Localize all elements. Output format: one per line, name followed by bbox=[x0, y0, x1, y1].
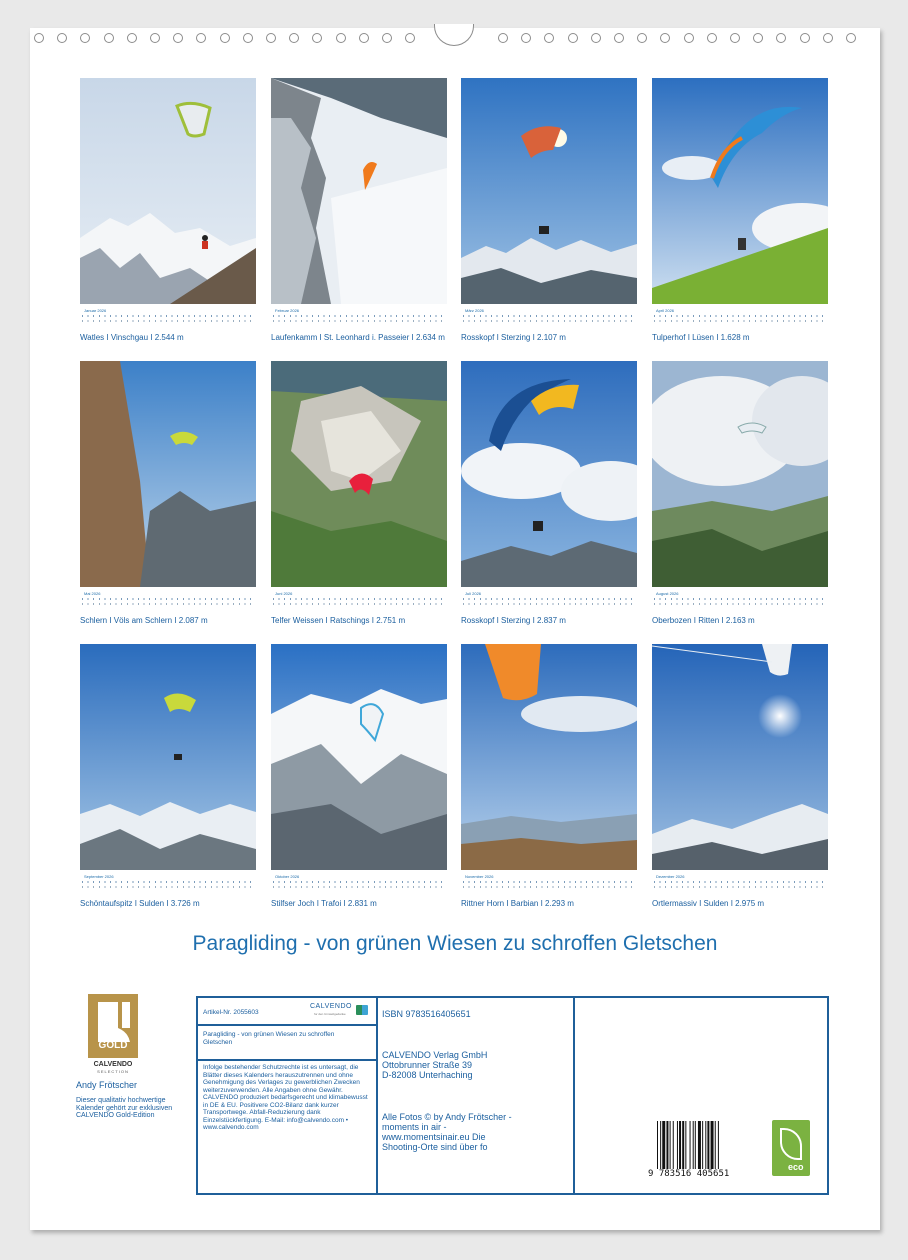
photo-cliff-face-paraglider bbox=[80, 361, 256, 587]
divider bbox=[198, 1024, 376, 1026]
month-name: Februar 2026 bbox=[275, 308, 300, 313]
spiral-binding bbox=[30, 28, 880, 48]
barcode-bar bbox=[715, 1121, 716, 1171]
month-photo bbox=[461, 644, 637, 870]
photo-orange-wing-closeup bbox=[461, 644, 637, 870]
binding-ring bbox=[568, 33, 578, 43]
binding-ring bbox=[80, 33, 90, 43]
month-photo bbox=[271, 644, 447, 870]
binding-ring bbox=[34, 33, 44, 43]
calvendo-mark-icon bbox=[356, 1005, 368, 1015]
photo-meadow-launch-paraglider bbox=[652, 78, 828, 304]
month-name: März 2026 bbox=[465, 308, 484, 313]
binding-ring bbox=[591, 33, 601, 43]
day-grid bbox=[652, 597, 828, 607]
binding-ring bbox=[660, 33, 670, 43]
binding-ring bbox=[684, 33, 694, 43]
binding-ring bbox=[614, 33, 624, 43]
month-name: September 2026 bbox=[84, 874, 114, 879]
photo-caption: Rosskopf I Sterzing I 2.837 m bbox=[461, 616, 566, 625]
article-number: Artikel-Nr. 2055603 bbox=[203, 1009, 259, 1016]
barcode-bar bbox=[693, 1121, 694, 1171]
binding-ring bbox=[846, 33, 856, 43]
month-photo bbox=[271, 361, 447, 587]
month-photo bbox=[652, 644, 828, 870]
barcode-bar bbox=[677, 1121, 678, 1171]
binding-ring bbox=[753, 33, 763, 43]
photo-sunstar-glacier bbox=[652, 644, 828, 870]
day-grid bbox=[80, 597, 256, 607]
publisher-name: CALVENDO Verlag GmbH bbox=[382, 1050, 488, 1060]
eco-label: eco bbox=[788, 1162, 804, 1172]
logo-gold-text: GOLD bbox=[98, 1040, 128, 1051]
photo-snowy-massif-paraglider bbox=[271, 644, 447, 870]
eco-badge bbox=[772, 1120, 810, 1176]
brand-name: CALVENDO bbox=[93, 1061, 133, 1068]
barcode-bar bbox=[690, 1121, 691, 1171]
day-grid bbox=[461, 314, 637, 324]
publisher-info-box bbox=[196, 996, 829, 1195]
calendar-back-page bbox=[30, 28, 880, 1230]
month-name: Januar 2026 bbox=[84, 308, 107, 313]
photo-blue-yellow-wing bbox=[461, 361, 637, 587]
photo-green-valley-paraglider bbox=[271, 361, 447, 587]
day-grid bbox=[271, 597, 447, 607]
photo-caption: Schöntaufspitz I Sulden I 3.726 m bbox=[80, 899, 200, 908]
day-grid bbox=[652, 314, 828, 324]
month-photo bbox=[652, 78, 828, 304]
photo-credit: Alle Fotos © by Andy Frötscher - moments in air - www.momentsinair.eu Die Shooting-Orte sind über fo bbox=[382, 1112, 512, 1152]
publisher-city: D-82008 Unterhaching bbox=[382, 1070, 473, 1080]
month-name: Juni 2026 bbox=[275, 591, 293, 596]
photo-caption: Oberbozen I Ritten I 2.163 m bbox=[652, 616, 755, 625]
month-photo bbox=[461, 361, 637, 587]
barcode-bar bbox=[705, 1121, 706, 1171]
binding-ring bbox=[220, 33, 230, 43]
barcode-bar bbox=[673, 1121, 674, 1171]
brand-subline: SELECTION bbox=[97, 1069, 129, 1074]
legal-notice: Infolge bestehender Schutzrechte ist es untersagt, die Blätter dieses Kalenders herauszutrennen und ohne Genehmigung des Verlages zu gewerblichen Zwecken weiterzuverwenden. Alle Angaben ohne Gewähr. CALVENDO produziert bedarfsgerecht und klimabewusst in DE & EU. Positivere CO2-Bilanz dank kurzer Transportwege. Abfall-Reduzierung dank Einzelstückfertigung. E-Mail: info@calvendo.com • www.calvendo.com bbox=[203, 1064, 368, 1131]
photo-sunburst-paraglider bbox=[461, 78, 637, 304]
month-photo bbox=[652, 361, 828, 587]
day-grid bbox=[80, 314, 256, 324]
binding-ring bbox=[173, 33, 183, 43]
photo-caption: Rosskopf I Sterzing I 2.107 m bbox=[461, 333, 566, 342]
calvendo-tagline: for den Umweltgedanke bbox=[314, 1012, 346, 1016]
month-photo bbox=[80, 644, 256, 870]
month-name: Juli 2026 bbox=[465, 591, 482, 596]
binding-ring bbox=[336, 33, 346, 43]
photo-caption: Watles I Vinschgau I 2.544 m bbox=[80, 333, 184, 342]
month-name: November 2026 bbox=[465, 874, 494, 879]
barcode-number: 9 783516 405651 bbox=[648, 1169, 758, 1179]
binding-ring bbox=[405, 33, 415, 43]
month-photo bbox=[461, 78, 637, 304]
isbn: ISBN 9783516405651 bbox=[382, 1009, 471, 1019]
barcode-bar bbox=[657, 1121, 658, 1171]
photo-snow-ridge-paraglider bbox=[271, 78, 447, 304]
photo-caption: Stilfser Joch I Trafoi I 2.831 m bbox=[271, 899, 377, 908]
barcode-bar bbox=[707, 1121, 709, 1171]
binding-ring bbox=[823, 33, 833, 43]
day-grid bbox=[271, 314, 447, 324]
day-grid bbox=[461, 880, 637, 890]
barcode-bar bbox=[662, 1121, 665, 1171]
binding-ring bbox=[382, 33, 392, 43]
binding-ring bbox=[266, 33, 276, 43]
binding-ring bbox=[498, 33, 508, 43]
month-name: Mai 2026 bbox=[84, 591, 101, 596]
binding-ring bbox=[312, 33, 322, 43]
month-photo bbox=[80, 78, 256, 304]
binding-ring bbox=[800, 33, 810, 43]
binding-ring bbox=[150, 33, 160, 43]
day-grid bbox=[461, 597, 637, 607]
month-name: Oktober 2026 bbox=[275, 874, 300, 879]
day-grid bbox=[271, 880, 447, 890]
product-title: Paragliding - von grünen Wiesen zu schroffen Gletschen bbox=[203, 1031, 335, 1046]
binding-ring bbox=[637, 33, 647, 43]
photo-caption: Rittner Horn I Barbian I 2.293 m bbox=[461, 899, 574, 908]
barcode-bar bbox=[666, 1121, 668, 1171]
divider bbox=[573, 998, 575, 1193]
divider bbox=[376, 998, 378, 1193]
barcode-bar bbox=[685, 1121, 686, 1171]
binding-ring bbox=[776, 33, 786, 43]
leaf-icon bbox=[780, 1128, 802, 1160]
photo-snowy-summit-paraglider bbox=[80, 78, 256, 304]
calendar-title: Paragliding - von grünen Wiesen zu schroffen Gletschen bbox=[192, 932, 718, 955]
photo-caption: Tulperhof I Lüsen I 1.628 m bbox=[652, 333, 750, 342]
binding-ring bbox=[544, 33, 554, 43]
author-name: Andy Frötscher bbox=[76, 1080, 138, 1090]
binding-ring bbox=[359, 33, 369, 43]
barcode-bar bbox=[718, 1121, 719, 1171]
photo-cloudy-valley-paraglider bbox=[652, 361, 828, 587]
binding-ring bbox=[521, 33, 531, 43]
photo-caption: Telfer Weissen I Ratschings I 2.751 m bbox=[271, 616, 406, 625]
binding-ring bbox=[57, 33, 67, 43]
hanger-notch bbox=[434, 24, 474, 46]
month-photo bbox=[271, 78, 447, 304]
photo-glacier-paraglider bbox=[80, 644, 256, 870]
month-name: Dezember 2026 bbox=[656, 874, 685, 879]
barcode-bar bbox=[695, 1121, 696, 1171]
gold-edition-note: Dieser qualitativ hochwertige Kalender gehört zur exklusiven CALVENDO Gold-Edition bbox=[76, 1097, 173, 1119]
barcode-bar bbox=[660, 1121, 661, 1171]
day-grid bbox=[80, 880, 256, 890]
month-name: April 2026 bbox=[656, 308, 675, 313]
binding-ring bbox=[730, 33, 740, 43]
divider bbox=[198, 1059, 376, 1061]
binding-ring bbox=[289, 33, 299, 43]
barcode-bar bbox=[698, 1121, 701, 1171]
barcode-bar bbox=[702, 1121, 703, 1171]
month-photo bbox=[80, 361, 256, 587]
barcode-bar bbox=[670, 1121, 671, 1171]
binding-ring bbox=[127, 33, 137, 43]
binding-ring bbox=[707, 33, 717, 43]
photo-caption: Schlern I Völs am Schlern I 2.087 m bbox=[80, 616, 208, 625]
barcode-bar bbox=[682, 1121, 684, 1171]
photo-caption: Ortlermassiv I Sulden I 2.975 m bbox=[652, 899, 765, 908]
binding-ring bbox=[104, 33, 114, 43]
month-name: August 2026 bbox=[656, 591, 679, 596]
publisher-street: Ottobrunner Straße 39 bbox=[382, 1060, 473, 1070]
calvendo-logo bbox=[310, 1003, 372, 1019]
calvendo-logo-text: CALVENDO bbox=[310, 1003, 352, 1010]
binding-ring bbox=[196, 33, 206, 43]
day-grid bbox=[652, 880, 828, 890]
barcode-bar bbox=[679, 1121, 681, 1171]
photo-caption: Laufenkamm I St. Leonhard i. Passeier I 2.634 m bbox=[271, 333, 445, 342]
barcode-bar bbox=[711, 1121, 714, 1171]
binding-ring bbox=[243, 33, 253, 43]
